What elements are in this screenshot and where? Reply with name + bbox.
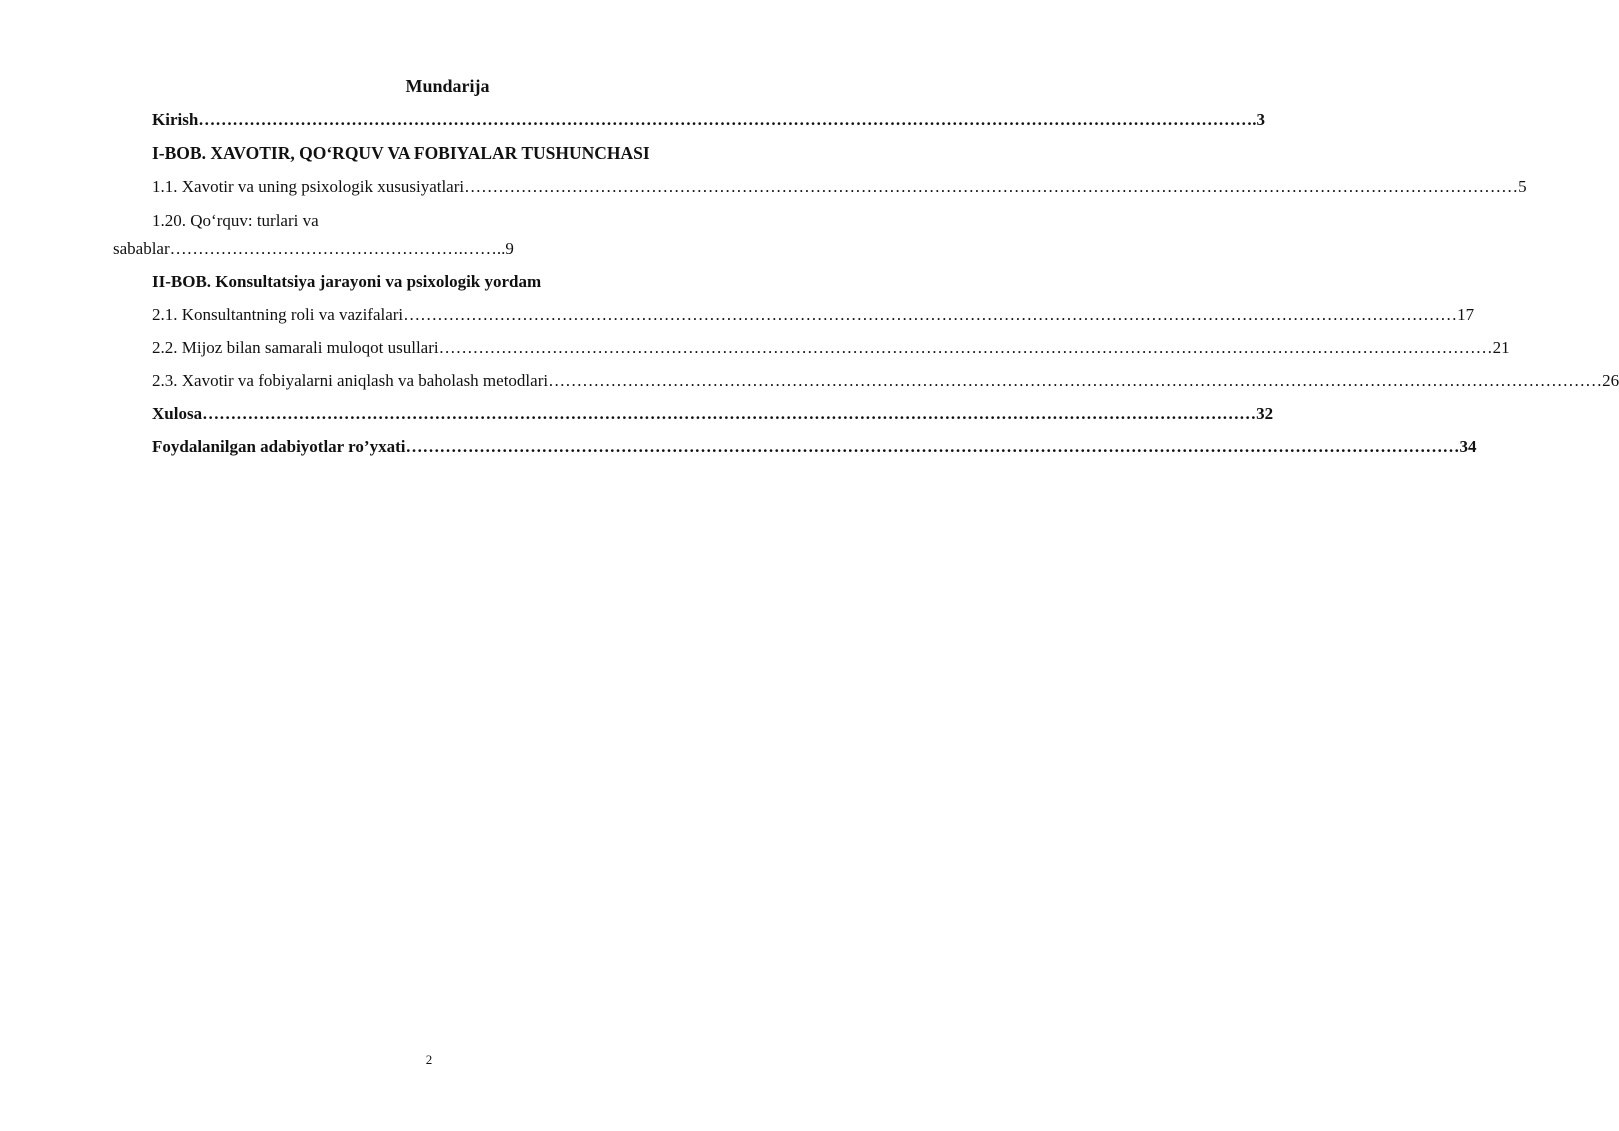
toc-leader-dots: …………………………………………………………………………………………………………………………………………………………………… (405, 437, 1460, 456)
toc-entry-label: 2.2. Mijoz bilan samarali muloqot usullari (152, 338, 439, 357)
toc-page-number: 5 (1518, 177, 1527, 196)
toc-entry-label: sabablar (113, 239, 170, 258)
page-title: Mundarija (405, 76, 490, 96)
toc-page-number: .3 (1252, 110, 1266, 129)
chapter-prefix: II-BOB (152, 272, 207, 291)
toc-entry-1-20-line2 (113, 238, 514, 260)
toc-page-number: 21 (1492, 338, 1510, 357)
toc-entry-2-2 (152, 337, 1510, 359)
toc-leader-dots: …………………………………………………………………………………………………………………………………………………………………… (198, 110, 1253, 129)
toc-page-number: 26 (1602, 371, 1619, 390)
page-number: 2 (425, 1052, 433, 1067)
toc-entry-1-20-line1: 1.20. Qo‘rquv: turlari va (152, 211, 319, 230)
toc-leader-dots: …………………………………………………………………………………………………………………………………………………………………… (202, 404, 1257, 423)
toc-page-number: 32 (1256, 404, 1274, 423)
toc-entry-label: 2.1. Konsultantning roli va vazifalari (152, 305, 404, 324)
toc-entry-bibliography (152, 436, 1477, 458)
chapter-title: . Konsultatsiya jarayoni va psixologik yordam (206, 272, 542, 291)
toc-chapter-heading-1: I-BOB. XAVOTIR, QO‘RQUV VA FOBIYALAR TUSHUNCHASI (152, 143, 650, 163)
toc-entry-1-1 (152, 176, 1527, 198)
toc-entry-label: 1.1. Xavotir va uning psixologik xususiyatlari (152, 177, 465, 196)
toc-entry-label: Foydalanilgan adabiyotlar ro’yxati (152, 437, 406, 456)
toc-page-number: 17 (1457, 305, 1475, 324)
toc-entry-2-1 (152, 304, 1475, 326)
toc-page-number: 34 (1459, 437, 1477, 456)
toc-leader-dots: …………………………………………………………………………………………………………………………………………………………………… (548, 371, 1603, 390)
toc-entry-label: Xulosa (152, 404, 203, 423)
toc-entry-label: Kirish (152, 110, 199, 129)
toc-leader-dots: …………………………………………………………………………………………………………………………………………………………………… (464, 177, 1519, 196)
toc-leader-dots: …………………………………………………………………………………………………………………………………………………………………… (438, 338, 1493, 357)
toc-entry-label: 2.3. Xavotir va fobiyalarni aniqlash va baholash metodlari (152, 371, 549, 390)
toc-leader-dots: …………………………………………….……..9 (169, 239, 514, 258)
toc-entry-kirish (152, 109, 1266, 131)
toc-chapter-heading-2 (152, 271, 541, 293)
toc-entry-2-3 (152, 370, 1619, 392)
toc-leader-dots: …………………………………………………………………………………………………………………………………………………………………… (403, 305, 1458, 324)
toc-entry-xulosa (152, 403, 1274, 425)
